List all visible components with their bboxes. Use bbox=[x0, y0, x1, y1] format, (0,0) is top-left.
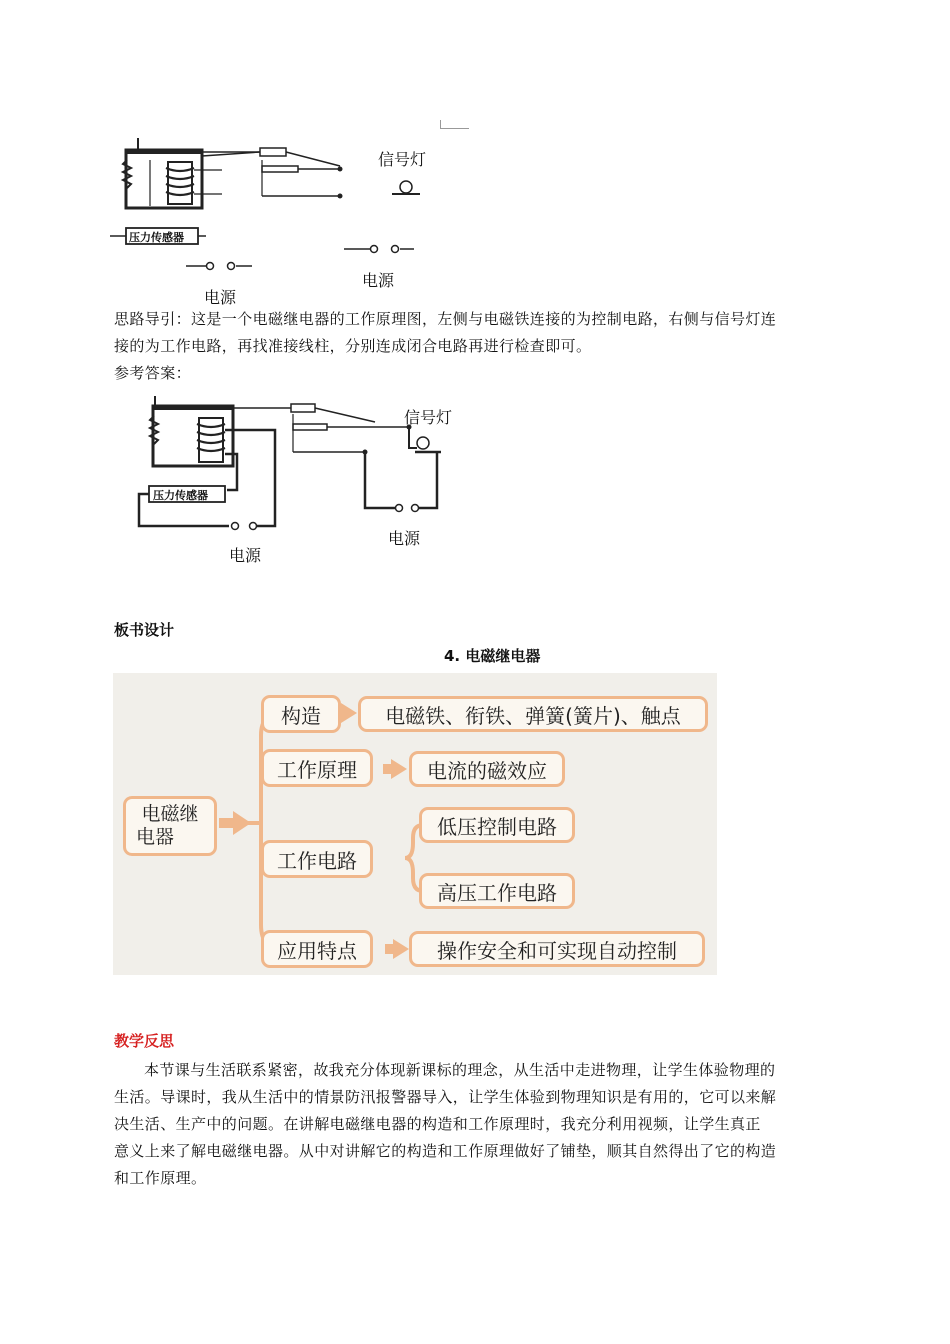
mindmap-leaf-structure: 电磁铁、衔铁、弹簧(簧片)、触点 bbox=[358, 696, 708, 732]
reflection-heading: 教学反思 bbox=[114, 1032, 175, 1050]
power-right-label: 电源 bbox=[362, 271, 395, 290]
mindmap-root-line2: 电器 bbox=[136, 826, 175, 848]
signal-lamp-label-2: 信号灯 bbox=[404, 408, 453, 427]
mindmap-branch-structure: 构造 bbox=[261, 695, 341, 733]
mindmap-leaf-principle: 电流的磁效应 bbox=[409, 751, 565, 787]
pressure-sensor-label-2: 压力传感器 bbox=[153, 489, 208, 502]
guide-line-2: 接的为工作电路，再找准接线柱，分别连成闭合电路再进行检查即可。 bbox=[114, 337, 592, 355]
guide-line-1: 思路导引：这是一个电磁继电器的工作原理图，左侧与电磁铁连接的为控制电路，右侧与信号灯连 bbox=[114, 310, 777, 328]
reflection-line-3: 决生活、生产中的问题。在讲解电磁继电器的构造和工作原理时，我充分利用视频，让学生真正 bbox=[114, 1115, 761, 1133]
mindmap-branch-features: 应用特点 bbox=[261, 930, 373, 968]
power-left-label-2: 电源 bbox=[229, 546, 262, 565]
signal-lamp-label: 信号灯 bbox=[378, 150, 427, 169]
reflection-line-4: 意义上来了解电磁继电器。从中对讲解它的构造和工作原理做好了铺垫，顺其自然得出了它的构造 bbox=[114, 1142, 777, 1160]
mindmap-panel bbox=[113, 673, 717, 975]
power-left-label: 电源 bbox=[204, 288, 237, 307]
power-right-label-2: 电源 bbox=[388, 529, 421, 548]
mindmap-root bbox=[123, 796, 217, 856]
mindmap-root-line1: 电磁继 bbox=[141, 803, 199, 825]
answer-label: 参考答案： bbox=[114, 364, 192, 382]
corner-mark bbox=[440, 120, 469, 129]
mindmap-branch-circuit: 工作电路 bbox=[261, 840, 373, 878]
mindmap-leaf-low-voltage: 低压控制电路 bbox=[419, 807, 575, 843]
pressure-sensor-label: 压力传感器 bbox=[129, 231, 184, 244]
board-title: 4. 电磁继电器 bbox=[444, 647, 541, 665]
reflection-line-2: 生活。导课时，我从生活中的情景防汛报警器导入，让学生体验到物理知识是有用的，它可以来解 bbox=[114, 1088, 777, 1106]
reflection-line-5: 和工作原理。 bbox=[114, 1169, 207, 1187]
mindmap-branch-principle: 工作原理 bbox=[261, 749, 373, 787]
board-heading: 板书设计 bbox=[114, 621, 175, 639]
mindmap-leaf-high-voltage: 高压工作电路 bbox=[419, 873, 575, 909]
mindmap-leaf-features: 操作安全和可实现自动控制 bbox=[409, 931, 705, 967]
reflection-line-1: 本节课与生活联系紧密，故我充分体现新课标的理念，从生活中走进物理，让学生体验物理的 bbox=[144, 1061, 776, 1079]
